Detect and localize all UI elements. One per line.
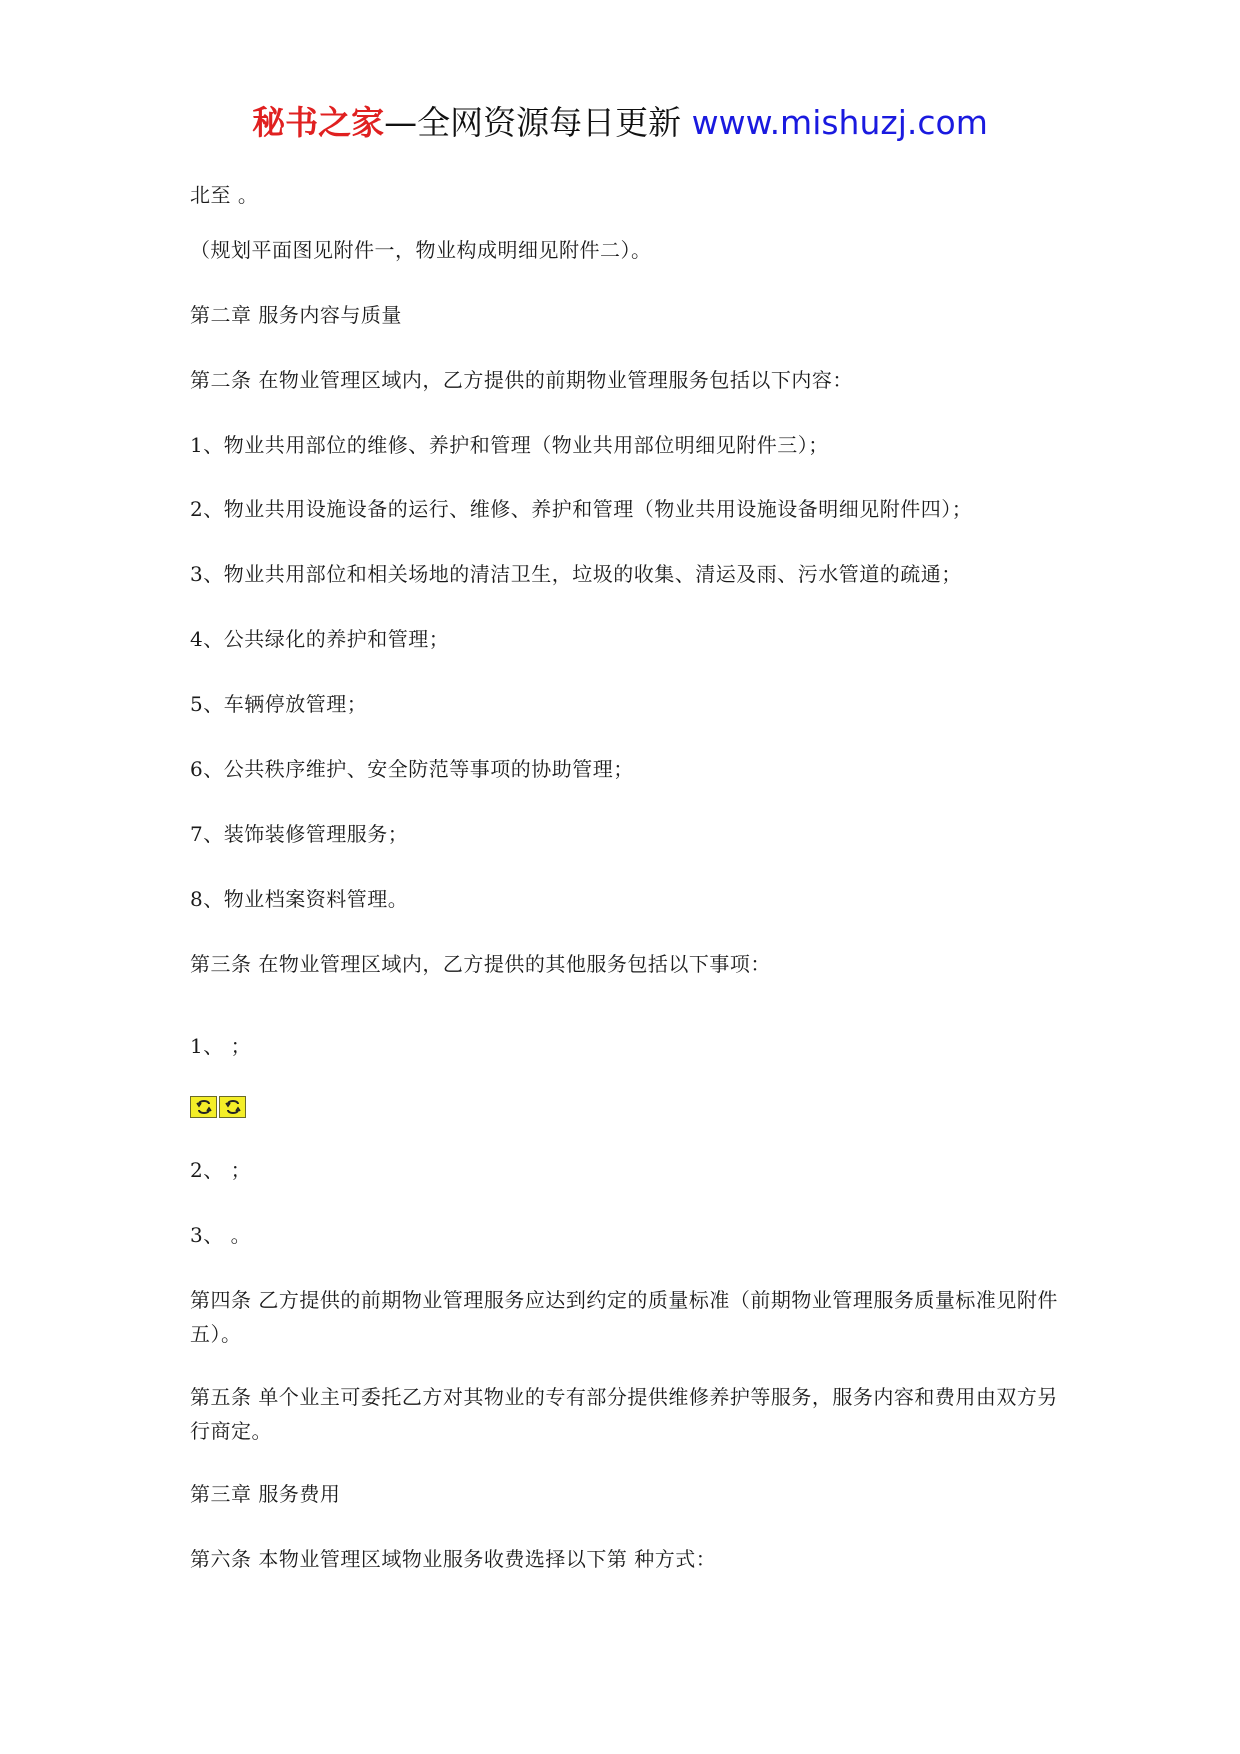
site-url-link[interactable]: www.mishuzj.com [691,103,988,142]
chapter-2-heading: 第二章 服务内容与质量 [190,303,402,327]
other-service-item-1: 1、 ； [190,1034,252,1058]
site-brand: 秘书之家 [252,103,385,142]
paragraph-appendix-note: （规划平面图见附件一，物业构成明细见附件二）。 [190,238,652,262]
other-service-item-3: 3、 。 [190,1223,252,1247]
site-header [0,98,1240,148]
placeholder-glyph-icon [190,1096,217,1118]
service-item-1: 1、物业共用部位的维修、养护和管理（物业共用部位明细见附件三）； [190,433,829,457]
service-item-5: 5、车辆停放管理； [190,692,368,716]
chapter-3-heading: 第三章 服务费用 [190,1482,341,1506]
service-item-4: 4、公共绿化的养护和管理； [190,627,450,651]
service-item-7: 7、装饰装修管理服务； [190,822,409,846]
service-item-6: 6、公共秩序维护、安全防范等事项的协助管理； [190,757,634,781]
article-6-intro: 第六条 本物业管理区域物业服务收费选择以下第 种方式： [190,1547,717,1571]
other-service-item-2: 2、 ； [190,1158,252,1182]
site-tagline: —全网资源每日更新 [384,103,682,142]
service-item-2: 2、物业共用设施设备的运行、维修、养护和管理（物业共用设施设备明细见附件四）； [190,497,973,521]
article-4: 第四条 乙方提供的前期物业管理服务应达到约定的质量标准（前期物业管理服务质量标准见附件五）。 [190,1288,1058,1346]
service-item-8: 8、物业档案资料管理。 [190,887,409,911]
article-3-intro: 第三条 在物业管理区域内，乙方提供的其他服务包括以下事项： [190,952,771,976]
paragraph-north-boundary: 北至 。 [190,183,259,207]
service-item-3: 3、物业共用部位和相关场地的清洁卫生，垃圾的收集、清运及雨、污水管道的疏通； [190,562,962,586]
embedded-glyphs [190,1096,246,1118]
placeholder-glyph-icon [219,1096,246,1118]
article-2-intro: 第二条 在物业管理区域内，乙方提供的前期物业管理服务包括以下内容： [190,368,853,392]
article-5: 第五条 单个业主可委托乙方对其物业的专有部分提供维修养护等服务，服务内容和费用由双方另行商定。 [190,1385,1058,1443]
